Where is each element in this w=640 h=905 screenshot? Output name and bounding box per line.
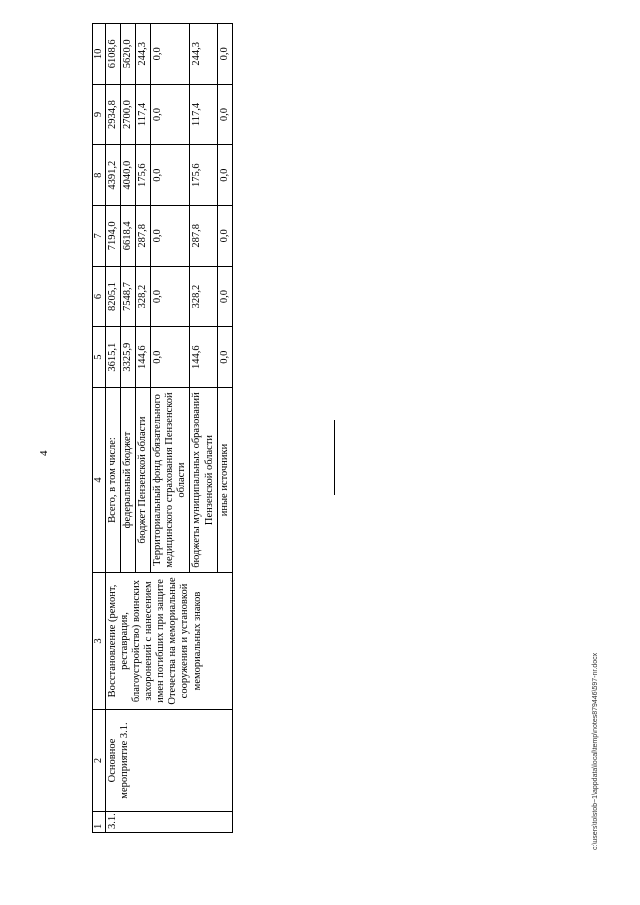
measure-name: Основное мероприятие 3.1.	[106, 710, 233, 812]
separator-line	[334, 420, 335, 495]
value-cell: 144,6	[136, 327, 151, 388]
value-cell: 0,0	[151, 84, 190, 145]
value-cell: 3615,1	[106, 327, 121, 388]
value-cell: 0,0	[217, 145, 232, 206]
value-cell: 0,0	[151, 327, 190, 388]
funding-source: Территориальный фонд обязательного медицинского страхования Пензенской области	[151, 388, 190, 573]
value-cell: 287,8	[190, 206, 217, 267]
page-number: 4	[38, 450, 50, 456]
footer-file-path: c:\users\tolstob~1\appdata\local\temp\notes879446\597-nr.docx	[592, 652, 599, 850]
value-cell: 0,0	[217, 266, 232, 327]
value-cell: 0,0	[151, 24, 190, 85]
measure-description: Восстановление (ремонт, реставрация, благоустройство) воинских захоронений с нанесением имен погибших при защите Отечества на мемориальные сооружения и установкой мемориальных знаков	[106, 573, 233, 710]
funding-source: бюджеты муниципальных образований Пензенской области	[190, 388, 217, 573]
row-number: 3.1.	[106, 812, 233, 833]
value-cell: 175,6	[136, 145, 151, 206]
value-cell: 328,2	[190, 266, 217, 327]
value-cell: 0,0	[217, 206, 232, 267]
value-cell: 0,0	[217, 84, 232, 145]
header-cell: 4	[93, 388, 106, 573]
value-cell: 144,6	[190, 327, 217, 388]
table-row	[106, 24, 121, 833]
value-cell: 0,0	[151, 145, 190, 206]
header-row	[93, 24, 106, 833]
value-cell: 7548,7	[121, 266, 136, 327]
header-cell: 9	[93, 84, 106, 145]
value-cell: 4391,2	[106, 145, 121, 206]
value-cell: 117,4	[190, 84, 217, 145]
header-cell: 8	[93, 145, 106, 206]
value-cell: 175,6	[190, 145, 217, 206]
header-cell: 3	[93, 573, 106, 710]
value-cell: 6618,4	[121, 206, 136, 267]
header-cell: 5	[93, 327, 106, 388]
value-cell: 244,3	[136, 24, 151, 85]
value-cell: 244,3	[190, 24, 217, 85]
header-cell: 10	[93, 24, 106, 85]
value-cell: 2700,0	[121, 84, 136, 145]
value-cell: 0,0	[151, 266, 190, 327]
value-cell: 6108,6	[106, 24, 121, 85]
value-cell: 117,4	[136, 84, 151, 145]
funding-table	[92, 23, 233, 833]
value-cell: 7194,0	[106, 206, 121, 267]
funding-source: Всего, в том числе:	[106, 388, 121, 573]
value-cell: 2934,8	[106, 84, 121, 145]
header-cell: 1	[93, 812, 106, 833]
funding-source: федеральный бюджет	[121, 388, 136, 573]
header-cell: 2	[93, 710, 106, 812]
funding-source: бюджет Пензенской области	[136, 388, 151, 573]
header-cell: 6	[93, 266, 106, 327]
header-cell: 7	[93, 206, 106, 267]
value-cell: 5620,0	[121, 24, 136, 85]
value-cell: 3325,9	[121, 327, 136, 388]
value-cell: 4040,0	[121, 145, 136, 206]
value-cell: 0,0	[151, 206, 190, 267]
value-cell: 328,2	[136, 266, 151, 327]
funding-table-wrapper	[92, 23, 272, 833]
value-cell: 0,0	[217, 327, 232, 388]
value-cell: 8205,1	[106, 266, 121, 327]
value-cell: 0,0	[217, 24, 232, 85]
value-cell: 287,8	[136, 206, 151, 267]
funding-source: иные источники	[217, 388, 232, 573]
